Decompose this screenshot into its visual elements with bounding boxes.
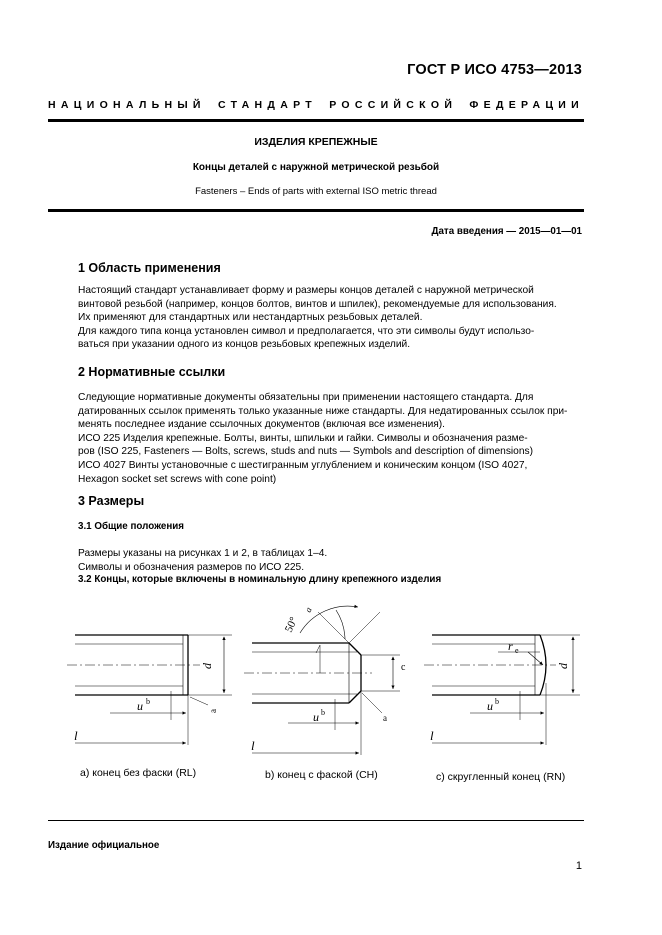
fig-b-angle-label: 50° (282, 615, 301, 635)
section2-heading: 2 Нормативные ссылки (78, 365, 226, 379)
section3-heading: 3 Размеры (78, 494, 145, 508)
introduction-date: Дата введения — 2015—01—01 (431, 226, 582, 237)
section3-1-heading: 3.1 Общие положения (78, 521, 185, 532)
s1-p1-l2: винтовой резьбой (например, концов болтов, винтов и шпилек), рекомендуемые для использования. (78, 298, 557, 310)
fig-a-l-label: l (74, 728, 78, 743)
caption-ch: b) конец с фаской (CH) (265, 769, 378, 781)
fig-c-d-label: d (556, 663, 570, 669)
title-english: Fasteners – Ends of parts with external ISO metric thread (195, 186, 437, 197)
fig-c-u-label: u (487, 699, 493, 713)
s2-p1-l1: Следующие нормативные документы обязательны при применении настоящего стандарта. Для (78, 392, 534, 403)
fig-b-a-label: a (383, 713, 387, 723)
section2-body (78, 391, 582, 486)
footer-rule (48, 820, 584, 821)
fig-a-d-label: d (200, 663, 214, 669)
title-subtitle: Концы деталей с наружной метрической резьбой (192, 162, 440, 173)
figure-b-ch (244, 606, 400, 755)
official-edition: Издание официальное (48, 840, 160, 851)
s2-p3-l2: Hexagon socket set screws with cone point) (78, 473, 277, 485)
s1-p2-l1: Для каждого типа конца установлен символ и предполагается, что эти символы будут использо- (78, 325, 535, 337)
section1-heading: 1 Область применения (78, 261, 221, 275)
fig-b-a-label-top: a (302, 605, 314, 614)
fig-a-b-sup: b (146, 697, 150, 706)
fig-c-l-label: l (430, 728, 434, 743)
title-main: ИЗДЕЛИЯ КРЕПЕЖНЫЕ (254, 136, 378, 148)
s2-p1-l3: менять последнее издание ссылочных документов (включая все изменения). (78, 419, 446, 431)
fig-a-a-label: a (208, 709, 218, 713)
document-number: ГОСТ Р ИСО 4753—2013 (407, 62, 582, 78)
s1-p1-l3: Их применяют для стандартных или нестандартных резьбовых деталей. (78, 312, 423, 324)
section3-1-line1: Размеры указаны на рисунках 1 и 2, в таблицах 1–4. (78, 548, 328, 559)
fig-a-u-label: u (137, 699, 143, 713)
page-number: 1 (575, 860, 582, 872)
figure-c-rn (424, 635, 580, 745)
fig-b-b-sup: b (321, 708, 325, 717)
figure-a-rl (67, 635, 232, 745)
s2-p1-l2: датированных ссылок применять только указанные ниже стандарты. Для недатированных ссылок при- (78, 405, 568, 417)
s1-p2-l2: ваться при указании одного из концов резьбовых крепежных изделий. (78, 339, 411, 351)
fig-c-e-sub: e (515, 646, 519, 655)
caption-rn: c) скругленный конец (RN) (436, 771, 566, 783)
fig-b-l-label: l (251, 738, 255, 753)
section3-2-heading: 3.2 Концы, которые включены в номинальную длину крепежного изделия (78, 574, 442, 585)
fig-c-r-label: r (508, 639, 513, 653)
caption-rl: а) конец без фаски (RL) (80, 767, 197, 779)
s2-p2-l1: ИСО 225 Изделия крепежные. Болты, винты, шпильки и гайки. Символы и обозначения разме- (78, 432, 528, 444)
s2-p3-l1: ИСО 4027 Винты установочные с шестигранным углублением и коническим концом (ISO 4027, (78, 459, 528, 471)
figure-thread-ends (0, 595, 662, 770)
fig-c-b-sup: b (495, 697, 499, 706)
section3-1-line2: Символы и обозначения размеров по ИСО 225. (78, 562, 305, 573)
title-rule (48, 209, 584, 212)
section1-body (78, 284, 582, 352)
s2-p2-l2: ров (ISO 225, Fasteners — Bolts, screws, studs and nuts — Symbols and description of dimensions) (78, 446, 533, 458)
national-standard-banner: НАЦИОНАЛЬНЫЙ СТАНДАРТ РОССИЙСКОЙ ФЕДЕРАЦИИ (48, 99, 584, 111)
fig-b-c-label: c (401, 662, 406, 673)
header-rule (48, 119, 584, 122)
s1-p1-l1: Настоящий стандарт устанавливает форму и размеры концов деталей с наружной метрической (78, 285, 534, 296)
fig-b-u-label: u (313, 710, 319, 724)
